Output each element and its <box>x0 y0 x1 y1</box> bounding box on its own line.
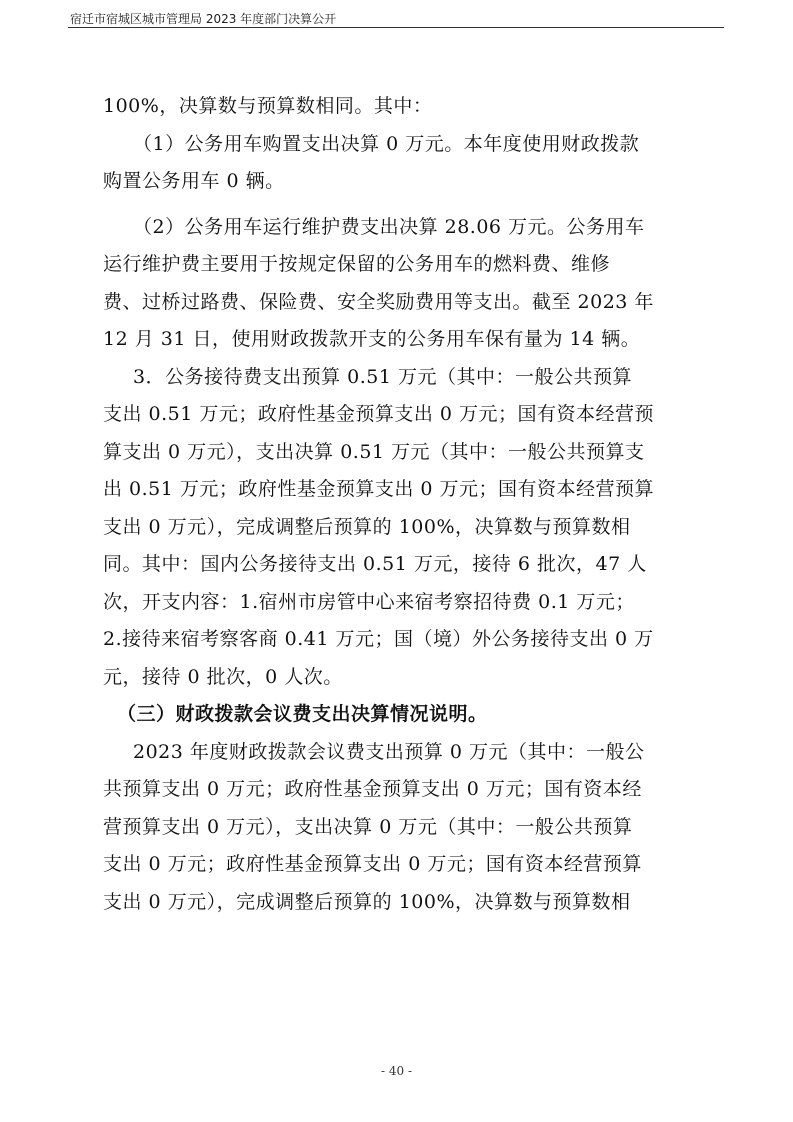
body-line: 支出 0 万元；政府性基金预算支出 0 万元；国有资本经营预算 <box>103 853 642 875</box>
body-line: 同。其中：国内公务接待支出 0.51 万元，接待 6 批次，47 人 <box>103 553 647 575</box>
body-line: （1）公务用车购置支出决算 0 万元。本年度使用财政拨款 <box>133 132 640 155</box>
section-heading: （三）财政拨款会议费支出决算情况说明。 <box>117 703 488 725</box>
body-line: （2）公务用车运行维护费支出决算 28.06 万元。公务用车 <box>133 215 645 238</box>
body-line: 3．公务接待费支出预算 0.51 万元（其中：一般公共预算 <box>133 365 632 388</box>
body-line: 出 0.51 万元；政府性基金预算支出 0 万元；国有资本经营预算 <box>103 478 655 500</box>
body-line: 运行维护费主要用于按规定保留的公务用车的燃料费、维修 <box>103 253 611 275</box>
body-line: 2.接待来宿考察客商 0.41 万元；国（境）外公务接待支出 0 万 <box>103 628 654 650</box>
body-line: 共预算支出 0 万元；政府性基金预算支出 0 万元；国有资本经 <box>103 778 642 800</box>
header-divider <box>68 27 724 28</box>
body-line: 支出 0 万元），完成调整后预算的 100%，决算数与预算数相 <box>103 890 631 913</box>
body-line: 购置公务用车 0 辆。 <box>103 170 285 192</box>
document-header: 宿迁市宿城区城市管理局 2023 年度部门决算公开 <box>70 12 337 26</box>
body-line: 次，开支内容：1.宿州市房管中心来宿考察招待费 0.1 万元； <box>103 590 635 613</box>
body-line: 支出 0.51 万元；政府性基金预算支出 0 万元；国有资本经营预 <box>103 403 655 425</box>
body-line: 算支出 0 万元），支出决算 0.51 万元（其中：一般公共预算支 <box>103 440 645 463</box>
body-line: 100%，决算数与预算数相同。其中： <box>103 95 433 117</box>
body-line: 营预算支出 0 万元），支出决算 0 万元（其中：一般公共预算 <box>103 815 633 838</box>
body-line: 费、过桥过路费、保险费、安全奖励费用等支出。截至 2023 年 <box>103 290 654 313</box>
document-body <box>103 88 693 921</box>
body-line: 2023 年度财政拨款会议费支出预算 0 万元（其中：一般公 <box>133 740 645 763</box>
body-line: 支出 0 万元），完成调整后预算的 100%，决算数与预算数相 <box>103 515 631 538</box>
body-line: 12 月 31 日，使用财政拨款开支的公务用车保有量为 14 辆。 <box>103 328 641 350</box>
page-number: - 40 - <box>380 1064 412 1078</box>
body-line: 元，接待 0 批次，0 人次。 <box>103 665 343 688</box>
